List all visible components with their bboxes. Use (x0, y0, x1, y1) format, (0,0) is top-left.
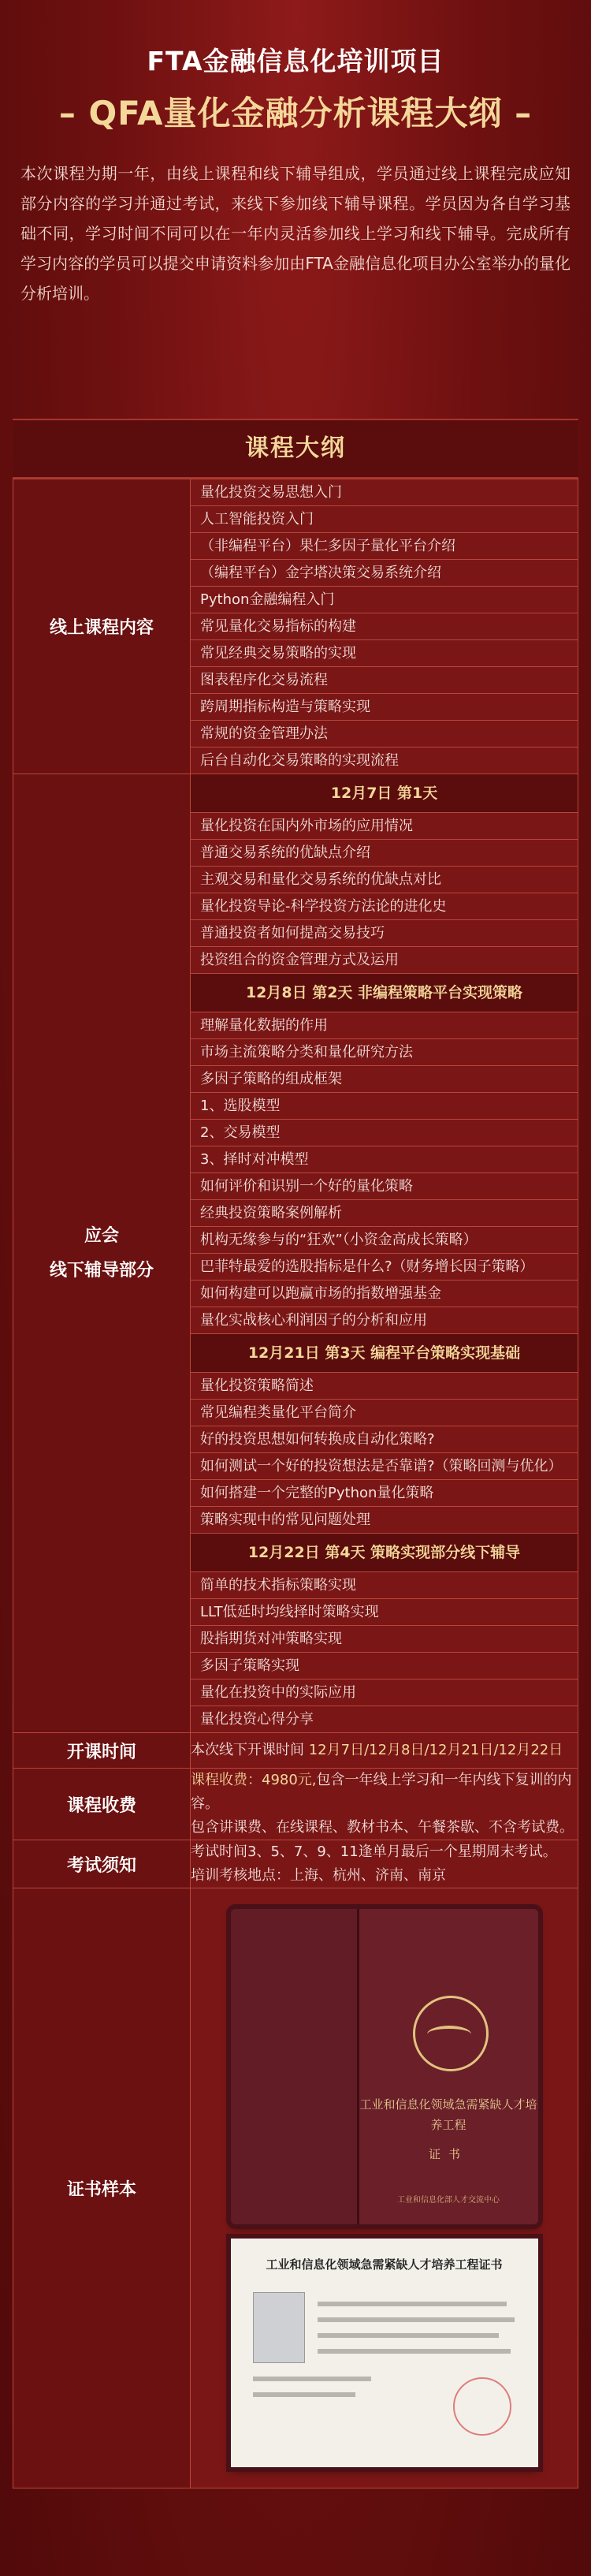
online-item: 量化投资交易思想入门 (191, 479, 578, 506)
online-item: 常规的资金管理办法 (191, 721, 578, 747)
online-item: 后台自动化交易策略的实现流程 (191, 747, 578, 774)
offline-item: 经典投资策略案例解析 (191, 1200, 578, 1227)
schedule-label: 开课时间 (13, 1733, 191, 1769)
intro-paragraph: 本次课程为期一年，由线上课程和线下辅导组成，学员通过线上课程完成应知部分内容的学习并通过考试，来线下参加线下辅导课程。学员因为各自学习基础不同，学习时间不同可以在一年内灵活参加线上学习和线下辅导。完成所有学习内容的学员可以提交申请资料参加由FTA金融信息化项目办公室举办的量化分析培训。 (20, 164, 571, 303)
header-subtitle: – QFA量化金融分析课程大纲 – (58, 94, 533, 132)
day-header: 12月8日 第2天 非编程策略平台实现策略 (191, 974, 578, 1012)
offline-label-line1: 应会 (84, 1225, 119, 1246)
exam-row (13, 1840, 578, 1888)
offline-item: 市场主流策略分类和量化研究方法 (191, 1039, 578, 1066)
online-item: 常见量化交易指标的构建 (191, 613, 578, 640)
day-header: 12月7日 第1天 (191, 774, 578, 813)
header-title: FTA金融信息化培训项目 (147, 46, 444, 76)
online-item: （非编程平台）果仁多因子量化平台介绍 (191, 533, 578, 560)
offline-item: 巴菲特最爱的选股指标是什么?（财务增长因子策略） (191, 1254, 578, 1281)
offline-item: 量化投资导论-科学投资方法论的进化史 (191, 893, 578, 920)
online-item: 跨周期指标构造与策略实现 (191, 694, 578, 721)
cover-word: 证书 (428, 2147, 468, 2161)
offline-item: 如何测试一个好的投资想法是否靠谱?（策略回测与优化） (191, 1453, 578, 1480)
online-item: 人工智能投资入门 (191, 506, 578, 533)
online-label: 线上课程内容 (13, 479, 191, 774)
offline-item: 理解量化数据的作用 (191, 1012, 578, 1039)
outline-title: 课程大纲 (13, 419, 578, 479)
exam-line1: 考试时间3、5、7、9、11逢单月最后一个星期周末考试。 (191, 1843, 557, 1860)
day-header: 12月22日 第4天 策略实现部分线下辅导 (191, 1534, 578, 1572)
offline-item: 好的投资思想如何转换成自动化策略? (191, 1426, 578, 1453)
certificate-inner-image (231, 2239, 538, 2467)
offline-item: 普通投资者如何提高交易技巧 (191, 920, 578, 947)
fee-text2: 包含讲课费、在线课程、教材书本、午餐茶歇、不含考试费。 (191, 1819, 574, 1836)
exam-label: 考试须知 (13, 1840, 191, 1888)
cover-title: 工业和信息化领域急需紧缺人才培养工程 (359, 2097, 537, 2132)
cover-org: 工业和信息化部人才交流中心 (397, 2196, 500, 2205)
online-item: 图表程序化交易流程 (191, 667, 578, 694)
offline-item: 量化实战核心利润因子的分析和应用 (191, 1307, 578, 1334)
offline-row (13, 774, 578, 1733)
fee-value (191, 1769, 578, 1840)
offline-item: 多因子策略实现 (191, 1653, 578, 1679)
online-items (191, 479, 578, 774)
offline-item: 多因子策略的组成框架 (191, 1066, 578, 1093)
offline-item: 量化在投资中的实际应用 (191, 1679, 578, 1706)
day-header: 12月21日 第3天 编程平台策略实现基础 (191, 1334, 578, 1373)
fee-highlight: 课程收费：4980元, (191, 1772, 317, 1788)
online-item: （编程平台）金字塔决策交易系统介绍 (191, 560, 578, 587)
offline-item: 量化投资策略简述 (191, 1373, 578, 1400)
certificate-cover-image (231, 1909, 538, 2224)
online-item: Python金融编程入门 (191, 587, 578, 613)
online-item: 常见经典交易策略的实现 (191, 640, 578, 667)
offline-item: 3、择时对冲模型 (191, 1146, 578, 1173)
fee-label: 课程收费 (13, 1769, 191, 1840)
certificate-sample (191, 1888, 578, 2488)
offline-item: 策略实现中的常见问题处理 (191, 1507, 578, 1534)
offline-label (13, 774, 191, 1733)
offline-days (191, 774, 578, 1733)
offline-item: 量化投资心得分享 (191, 1706, 578, 1732)
offline-item: 投资组合的资金管理方式及运用 (191, 947, 578, 974)
exam-value (191, 1840, 578, 1888)
offline-item: 常见编程类量化平台简介 (191, 1400, 578, 1426)
offline-item: 普通交易系统的优缺点介绍 (191, 840, 578, 867)
offline-label-line2: 线下辅导部分 (49, 1260, 154, 1281)
inner-title: 工业和信息化领域急需紧缺人才培养工程证书 (266, 2257, 503, 2272)
emblem-icon (413, 1996, 489, 2071)
fee-text1: 包含一年线上学习和一年内线下复训的内容。 (191, 1772, 572, 1812)
photo-placeholder (253, 2292, 305, 2363)
offline-item: 股指期货对冲策略实现 (191, 1626, 578, 1653)
schedule-dates: 12月7日/12月8日/12月21日/12月22日 (308, 1742, 563, 1758)
offline-item: 量化投资在国内外市场的应用情况 (191, 813, 578, 840)
offline-item: 1、选股模型 (191, 1093, 578, 1120)
certificate-row (13, 1888, 578, 2488)
fee-row (13, 1769, 578, 1840)
online-row (13, 479, 578, 774)
certificate-label: 证书样本 (13, 1888, 191, 2488)
offline-item: 如何构建可以跑赢市场的指数增强基金 (191, 1281, 578, 1307)
seal-icon (453, 2377, 511, 2436)
offline-item: 如何评价和识别一个好的量化策略 (191, 1173, 578, 1200)
exam-line2: 培训考核地点：上海、杭州、济南、南京 (191, 1867, 446, 1884)
offline-item: 主观交易和量化交易系统的优缺点对比 (191, 867, 578, 893)
outline-table (13, 479, 578, 2488)
header (13, 0, 578, 135)
offline-item: 简单的技术指标策略实现 (191, 1572, 578, 1599)
schedule-row (13, 1733, 578, 1769)
schedule-prefix: 本次线下开课时间 (191, 1742, 304, 1758)
offline-item: 如何搭建一个完整的Python量化策略 (191, 1480, 578, 1507)
offline-item: 机构无缘参与的“狂欢”（小资金高成长策略） (191, 1227, 578, 1254)
offline-item: 2、交易模型 (191, 1120, 578, 1146)
schedule-value (191, 1733, 578, 1769)
offline-item: LLT低延时均线择时策略实现 (191, 1599, 578, 1626)
